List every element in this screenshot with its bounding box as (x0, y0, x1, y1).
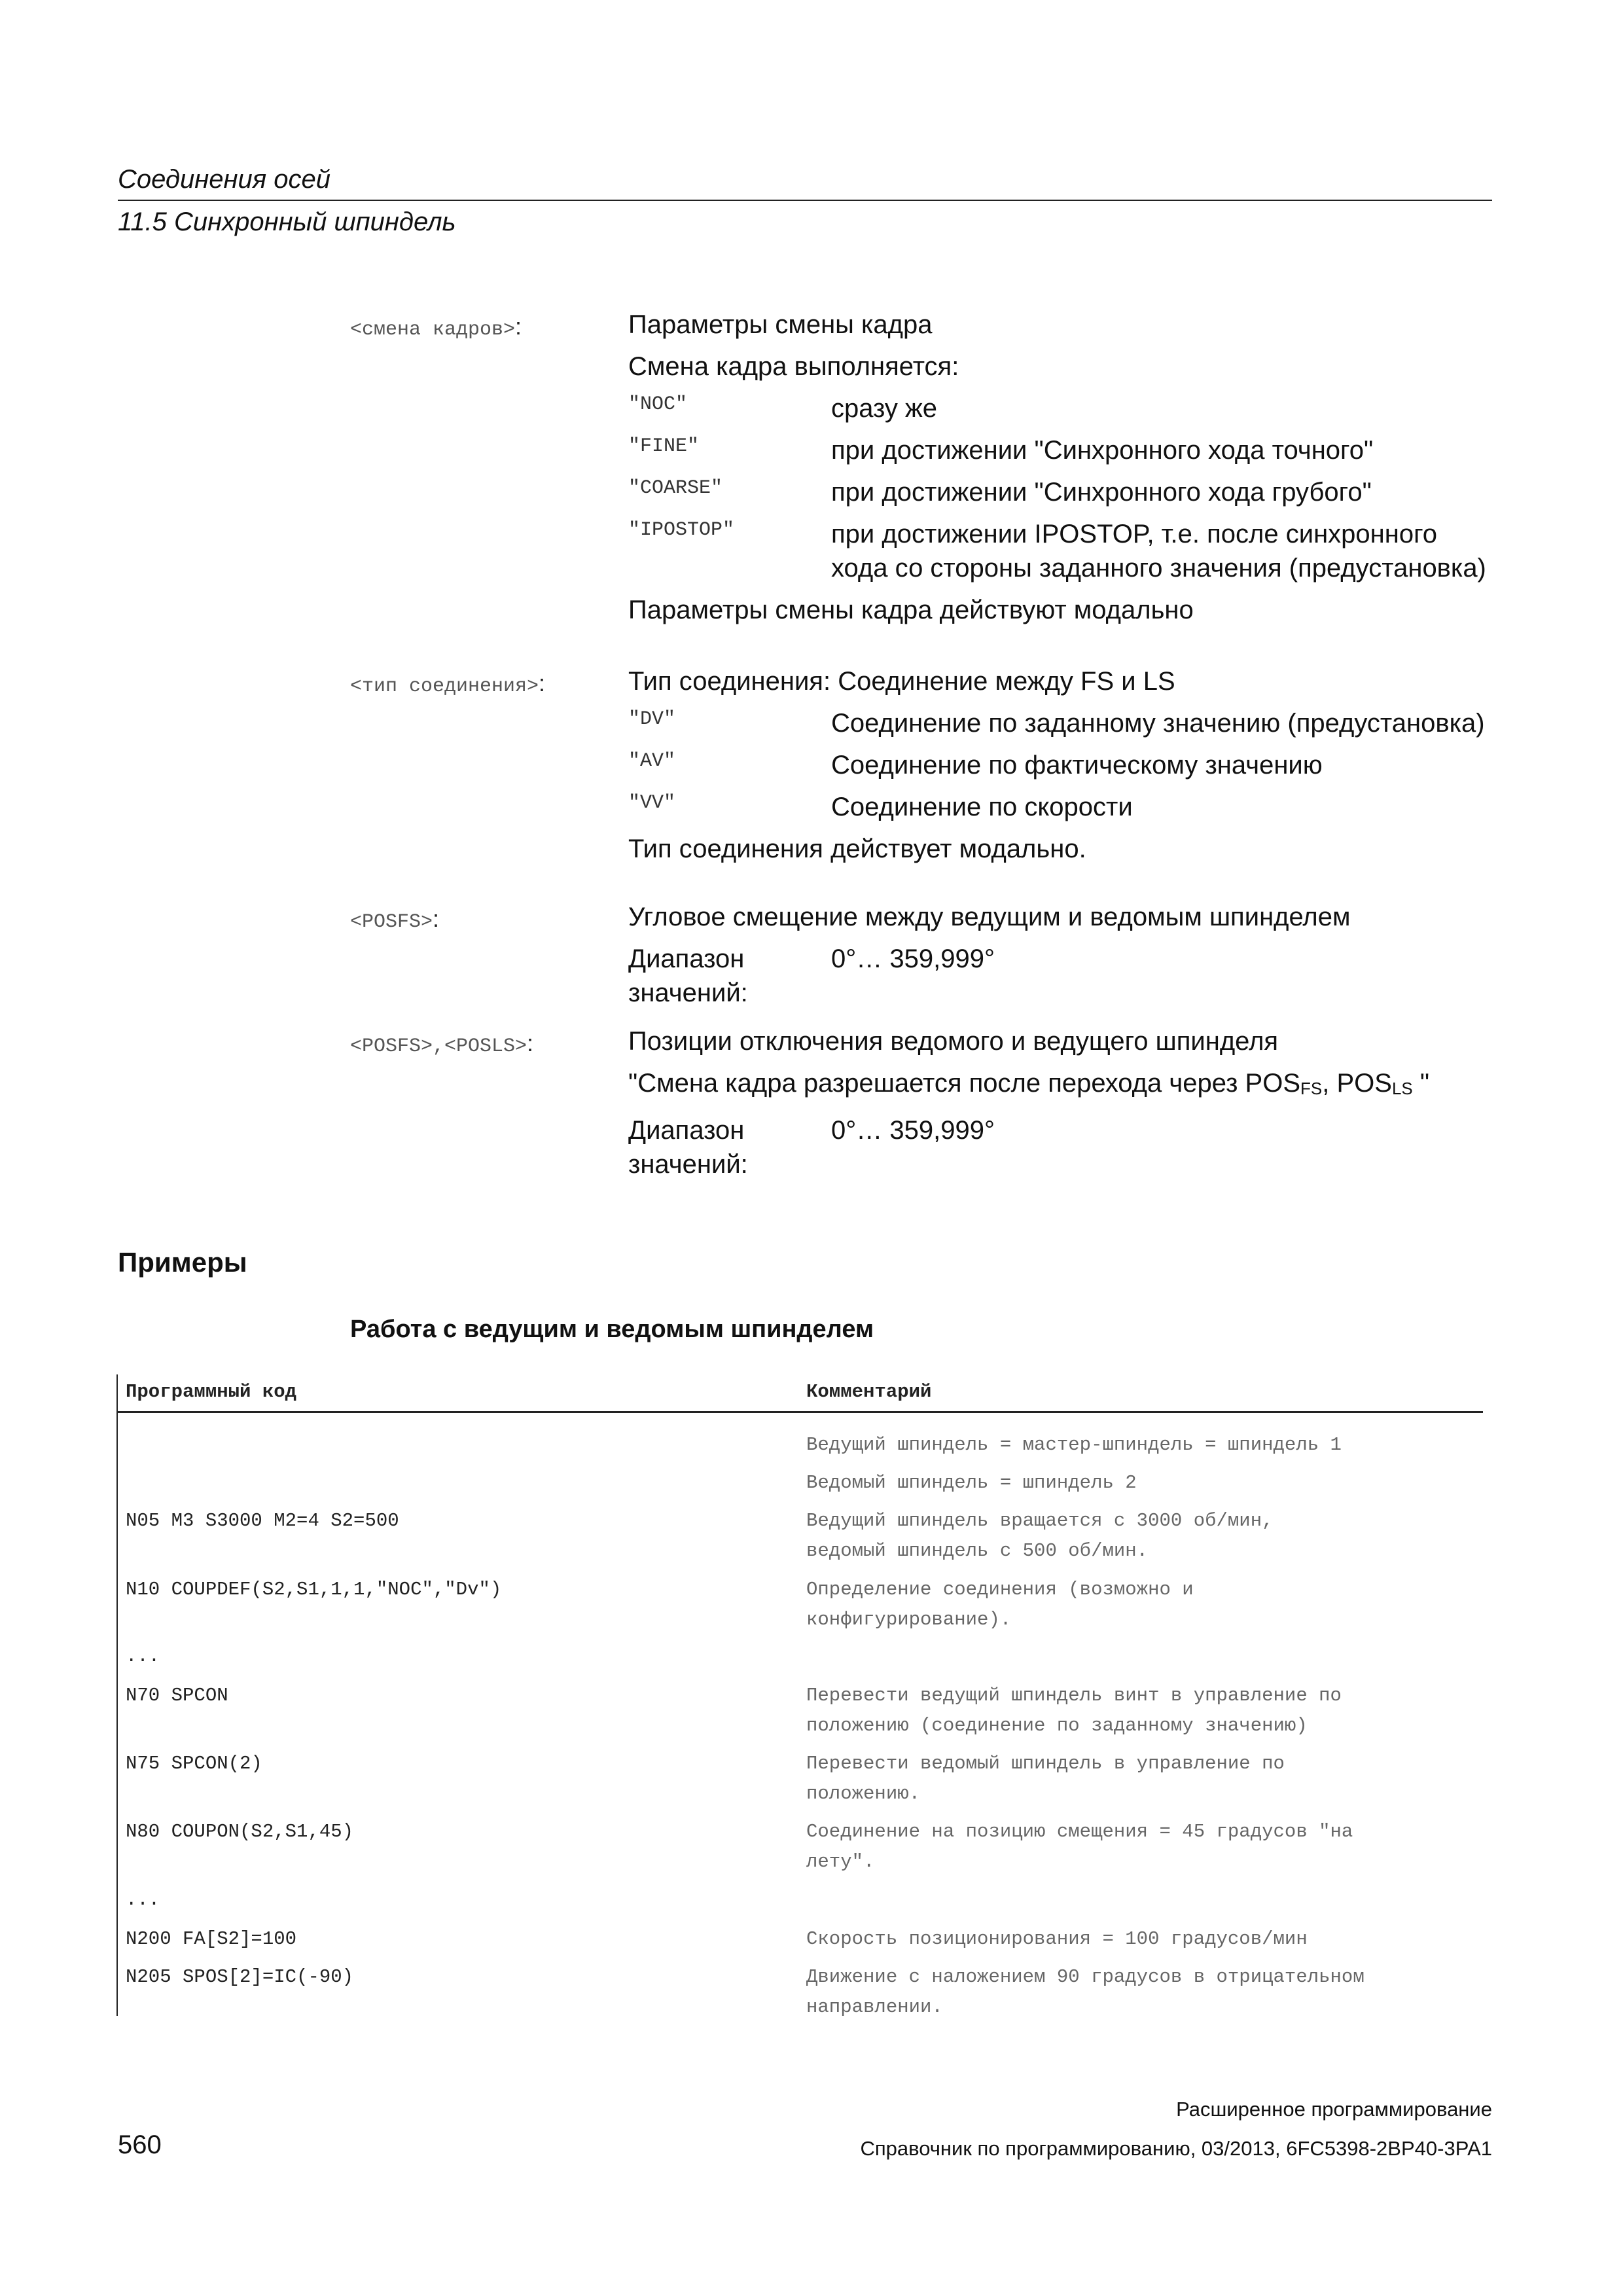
param-name-text: <POSFS>,<POSLS> (350, 1035, 527, 1058)
comment-cell: Перевести ведомый шпиндель в управление по положению. (806, 1753, 1285, 1804)
option-row (628, 748, 1499, 782)
section-title: Соединения осей (118, 165, 331, 194)
option-code: "AV" (628, 750, 676, 772)
range-label: Диапазон значений: (628, 1116, 748, 1179)
option-code: "NOC" (628, 393, 688, 416)
option-row (628, 706, 1499, 740)
param-description (628, 900, 1499, 1018)
option-code: "COARSE" (628, 477, 723, 499)
range-label: Диапазон значений: (628, 944, 748, 1007)
table-left-border (116, 1374, 118, 2016)
section-subtitle: 11.5 Синхронный шпиндель (118, 207, 456, 236)
comment-cell: Движение с наложением 90 градусов в отрицательном направлении. (806, 1966, 1364, 2018)
text-part: " (1412, 1069, 1430, 1098)
param-name-text: <тип соединения> (350, 675, 539, 698)
param-colon: : (433, 905, 440, 932)
option-text: Соединение по заданному значению (предустановка) (831, 709, 1485, 738)
param-name (350, 670, 545, 698)
param-colon: : (527, 1030, 534, 1056)
value-range (628, 1113, 1499, 1181)
example-subheading: Работа с ведущим и ведомым шпинделем (350, 1316, 874, 1343)
subscript-ls: LS (1391, 1079, 1413, 1098)
range-value: 0°… 359,999° (831, 944, 995, 973)
param-colon: : (539, 670, 546, 696)
option-text: при достижении IPOSTOP, т.е. после синхронного хода со стороны заданного значения (предустановка) (831, 520, 1486, 583)
param-colon: : (515, 313, 522, 340)
option-text: при достижении "Синхронного хода точного" (831, 436, 1374, 465)
desc-line: Угловое смещение между ведущим и ведомым шпинделем (628, 903, 1351, 931)
param-description (628, 1024, 1499, 1189)
param-name-text: <смена кадров> (350, 319, 516, 341)
option-row (628, 475, 1499, 509)
comment-cell: Перевести ведущий шпиндель винт в управление по положению (соединение по заданному значению) (806, 1685, 1342, 1736)
column-header-code: Программный код (126, 1381, 297, 1403)
param-name (350, 1030, 533, 1058)
param-description (628, 308, 1499, 635)
footer-reference: Справочник по программированию, 03/2013, 6FC5398-2BP40-3PA1 (860, 2137, 1492, 2160)
desc-line: Позиции отключения ведомого и ведущего шпинделя (628, 1027, 1279, 1056)
value-range (628, 942, 1499, 1010)
desc-line: Смена кадра выполняется: (628, 352, 959, 381)
text-part: , POS (1322, 1069, 1392, 1098)
comment-cell: Соединение на позицию смещения = 45 градусов "на лету". (806, 1821, 1353, 1873)
option-code: "DV" (628, 708, 676, 730)
code-cell: N75 SPCON(2) (126, 1753, 262, 1774)
param-name-text: <POSFS> (350, 911, 433, 933)
code-cell: N70 SPCON (126, 1685, 228, 1706)
code-cell: N80 COUPON(S2,S1,45) (126, 1821, 354, 1842)
table-header-divider (116, 1411, 1483, 1413)
option-text: при достижении "Синхронного хода грубого" (831, 478, 1372, 507)
option-text: Соединение по скорости (831, 793, 1133, 821)
option-row (628, 433, 1499, 467)
option-text: сразу же (831, 394, 938, 423)
comment-cell: Ведомый шпиндель = шпиндель 2 (806, 1472, 1137, 1494)
code-cell: N205 SPOS[2]=IC(-90) (126, 1966, 354, 1988)
desc-line: Тип соединения: Соединение между FS и LS (628, 667, 1175, 696)
code-cell: ... (126, 1645, 160, 1667)
desc-line: Параметры смены кадра (628, 310, 933, 339)
comment-cell: Скорость позиционирования = 100 градусов/мин (806, 1928, 1308, 1950)
page-number: 560 (118, 2130, 162, 2159)
header-divider (118, 200, 1492, 201)
param-name (350, 313, 522, 341)
option-row (628, 790, 1499, 824)
column-header-comment: Комментарий (806, 1381, 932, 1403)
comment-cell: Ведущий шпиндель вращается с 3000 об/мин, ведомый шпиндель с 500 об/мин. (806, 1510, 1274, 1562)
code-cell: N200 FA[S2]=100 (126, 1928, 297, 1950)
footer-manual-title: Расширенное программирование (1176, 2098, 1492, 2121)
examples-heading: Примеры (118, 1247, 247, 1278)
code-cell: N10 COUPDEF(S2,S1,1,1,"NOC","Dv") (126, 1579, 502, 1600)
option-code: "FINE" (628, 435, 700, 457)
code-cell: ... (126, 1889, 160, 1910)
subscript-fs: FS (1300, 1079, 1323, 1098)
option-row (628, 391, 1499, 425)
option-row (628, 517, 1499, 585)
param-name (350, 905, 439, 933)
comment-cell: Определение соединения (возможно и конфигурирование). (806, 1579, 1194, 1630)
text-part: "Смена кадра разрешается после перехода через POS (628, 1069, 1300, 1098)
desc-line (628, 1066, 1499, 1105)
code-cell: N05 M3 S3000 M2=4 S2=500 (126, 1510, 399, 1532)
desc-line: Параметры смены кадра действуют модально (628, 596, 1194, 624)
desc-line: Тип соединения действует модально. (628, 834, 1086, 863)
range-value: 0°… 359,999° (831, 1116, 995, 1145)
option-code: "VV" (628, 792, 676, 814)
option-text: Соединение по фактическому значению (831, 751, 1323, 780)
comment-cell: Ведущий шпиндель = мастер-шпиндель = шпиндель 1 (806, 1434, 1342, 1456)
param-description (628, 664, 1499, 874)
option-code: "IPOSTOP" (628, 519, 735, 541)
